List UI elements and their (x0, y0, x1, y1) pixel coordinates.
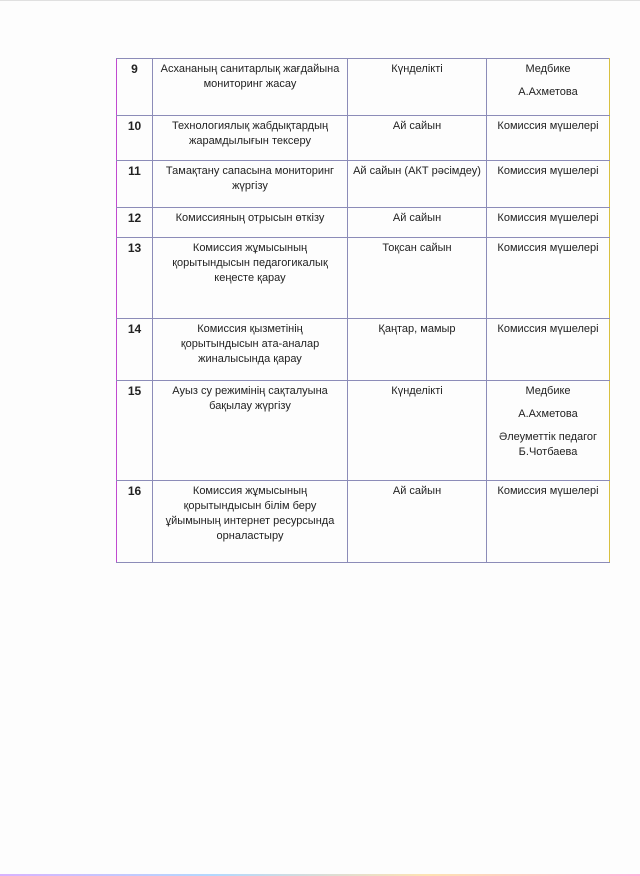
period-cell: Ай сайын (348, 481, 487, 563)
responsible-line: Комиссия мүшелері (497, 242, 599, 254)
row-number: 13 (117, 238, 153, 319)
line-gap (491, 422, 605, 430)
line-gap (491, 399, 605, 407)
task-cell: Комиссия қызметінің қорытындысын ата-аналар жиналысында қарау (153, 319, 348, 381)
responsible-line: Әлеуметтік педагог Б.Чотбаева (498, 431, 598, 458)
responsible-line: А.Ахметова (518, 408, 578, 420)
responsible-line: Медбике (525, 385, 571, 397)
task-cell: Технологиялық жабдықтардың жарамдылығын тексеру (153, 116, 348, 161)
table-row (117, 481, 610, 563)
plan-table (116, 58, 610, 563)
responsible-cell (487, 238, 610, 319)
responsible-line: Комиссия мүшелері (497, 323, 599, 335)
period-cell: Ай сайын (АКТ рәсімдеу) (348, 161, 487, 208)
responsible-line: Комиссия мүшелері (497, 120, 599, 132)
row-number: 15 (117, 381, 153, 481)
responsible-line: Комиссия мүшелері (497, 485, 599, 497)
responsible-cell (487, 319, 610, 381)
responsible-line: Комиссия мүшелері (497, 212, 599, 224)
responsible-cell (487, 208, 610, 238)
table-row (117, 161, 610, 208)
task-cell: Ауыз су режимінің сақталуына бақылау жүргізу (153, 381, 348, 481)
table-row (117, 59, 610, 116)
task-cell: Тамақтану сапасына мониторинг жүргізу (153, 161, 348, 208)
table-row (117, 319, 610, 381)
period-cell: Ай сайын (348, 116, 487, 161)
table-row (117, 381, 610, 481)
row-number: 9 (117, 59, 153, 116)
responsible-cell (487, 381, 610, 481)
row-number: 14 (117, 319, 153, 381)
row-number: 11 (117, 161, 153, 208)
period-cell: Тоқсан сайын (348, 238, 487, 319)
task-cell: Асхананың санитарлық жағдайына мониторинг жасау (153, 59, 348, 116)
table-row (117, 238, 610, 319)
responsible-line: А.Ахметова (518, 86, 578, 98)
row-number: 16 (117, 481, 153, 563)
page-edge-top (0, 0, 640, 1)
table-row (117, 116, 610, 161)
task-cell: Комиссия жұмысының қорытындысын білім беру ұйымының интернет ресурсында орналастыру (153, 481, 348, 563)
responsible-cell (487, 481, 610, 563)
responsible-cell (487, 116, 610, 161)
responsible-line: Комиссия мүшелері (497, 165, 599, 177)
task-cell: Комиссияның отрысын өткізу (153, 208, 348, 238)
period-cell: Күнделікті (348, 381, 487, 481)
responsible-cell (487, 59, 610, 116)
responsible-line: Медбике (525, 63, 571, 75)
row-number: 10 (117, 116, 153, 161)
task-cell: Комиссия жұмысының қорытындысын педагогикалық кеңесте қарау (153, 238, 348, 319)
line-gap (491, 77, 605, 85)
row-number: 12 (117, 208, 153, 238)
period-cell: Ай сайын (348, 208, 487, 238)
period-cell: Қаңтар, мамыр (348, 319, 487, 381)
period-cell: Күнделікті (348, 59, 487, 116)
table-row (117, 208, 610, 238)
responsible-cell (487, 161, 610, 208)
